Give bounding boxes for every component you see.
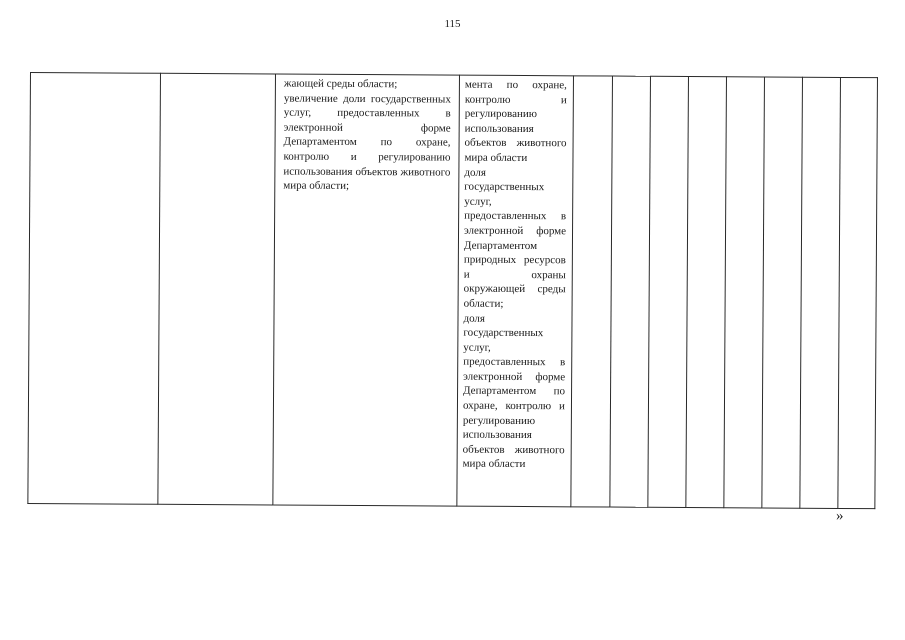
continuation-table: [27, 72, 878, 509]
closing-quote: »: [836, 508, 844, 524]
table-cell-col5: [571, 76, 613, 507]
table-cell-col11: [800, 77, 841, 508]
table-cell-col9: [724, 77, 765, 508]
table-cell-col8: [686, 77, 727, 508]
table-cell-col12: [838, 77, 878, 508]
table-cell-col1: [28, 73, 161, 505]
indicators-text: мента по охране, контролю и регулированию использования объектов животного мира области доля государственных услуг, предоставленных в электронной форме Департаментом природных ресурсов и охраны окружающей среды области; доля государственных услуг, предоставленных в электронной форме Департаментом по охране, контролю и регулированию использования объектов животного мира области: [462, 78, 567, 471]
table-cell-col10: [762, 77, 803, 508]
table-cell-col7: [648, 76, 689, 507]
table-cell-col2: [158, 73, 276, 505]
table-cell-col6: [610, 76, 651, 507]
table-row: [28, 73, 878, 509]
page-number: 115: [444, 18, 461, 30]
table-cell-col3: [273, 74, 460, 506]
table-cell-col4: [457, 75, 574, 507]
objectives-text: жающей среды области; увеличение доли государственных услуг, предоставленных в электронной форме Департаментом по охране, контролю и регулированию использования объектов животного мира области;: [283, 77, 451, 193]
